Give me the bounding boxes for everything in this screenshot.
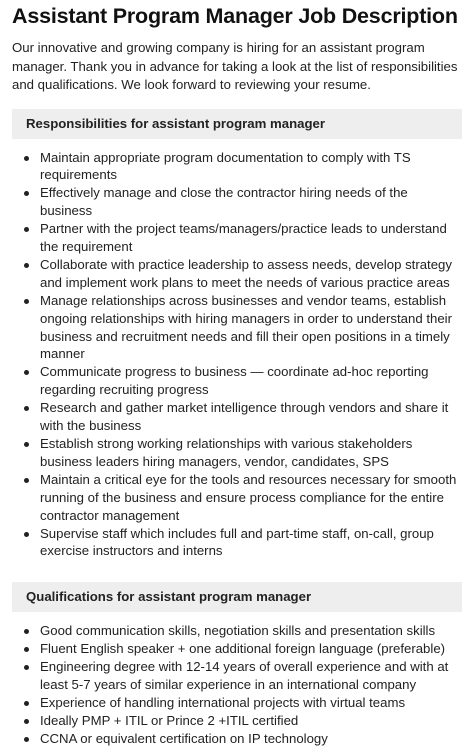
intro-paragraph: Our innovative and growing company is hiring for an assistant program manager. Thank you in advance for taking a look at the list of responsibilities and qualifications. We look forward to reviewing your resume.: [12, 40, 458, 92]
qualifications-heading: Qualifications for assistant program manager: [12, 582, 462, 612]
responsibility-item: Maintain a critical eye for the tools and resources necessary for smooth running of the business and ensure process compliance for the entire contractor management: [12, 471, 462, 525]
qualification-item: Ideally PMP + ITIL or Prince 2 +ITIL certified: [12, 712, 462, 730]
responsibility-item: Manage relationships across businesses and vendor teams, establish ongoing relationships with hiring managers in order to understand their business and recruitment needs and fill their open positions in a timely manner: [12, 292, 462, 364]
responsibility-item: Maintain appropriate program documentation to comply with TS requirements: [12, 149, 462, 185]
responsibilities-list: [12, 149, 462, 561]
responsibility-item: Establish strong working relationships with various stakeholders business leaders hiring managers, vendor, candidates, SPS: [12, 435, 462, 471]
page-title: Assistant Program Manager Job Description: [12, 4, 458, 28]
qualification-item: Experience of handling international projects with virtual teams: [12, 694, 462, 712]
qualification-item: CCNA or equivalent certification on IP technology: [12, 730, 462, 748]
responsibility-item: Collaborate with practice leadership to assess needs, develop strategy and implement work plans to meet the needs of various practice areas: [12, 256, 462, 292]
responsibility-item: Partner with the project teams/managers/practice leads to understand the requirement: [12, 220, 462, 256]
responsibility-item: Research and gather market intelligence through vendors and share it with the business: [12, 399, 462, 435]
qualification-item: Fluent English speaker + one additional foreign language (preferable): [12, 640, 462, 658]
qualification-item: Good communication skills, negotiation skills and presentation skills: [12, 622, 462, 640]
responsibilities-heading: Responsibilities for assistant program manager: [12, 109, 462, 139]
section-spacer: [12, 560, 462, 568]
qualification-item: Engineering degree with 12-14 years of overall experience and with at least 5-7 years of similar experience in an international company: [12, 658, 462, 694]
responsibility-item: Supervise staff which includes full and part-time staff, on-call, group exercise instructors and interns: [12, 525, 462, 561]
qualifications-list: [12, 622, 462, 747]
responsibility-item: Effectively manage and close the contractor hiring needs of the business: [12, 184, 462, 220]
responsibility-item: Communicate progress to business — coordinate ad-hoc reporting regarding recruiting progress: [12, 363, 462, 399]
